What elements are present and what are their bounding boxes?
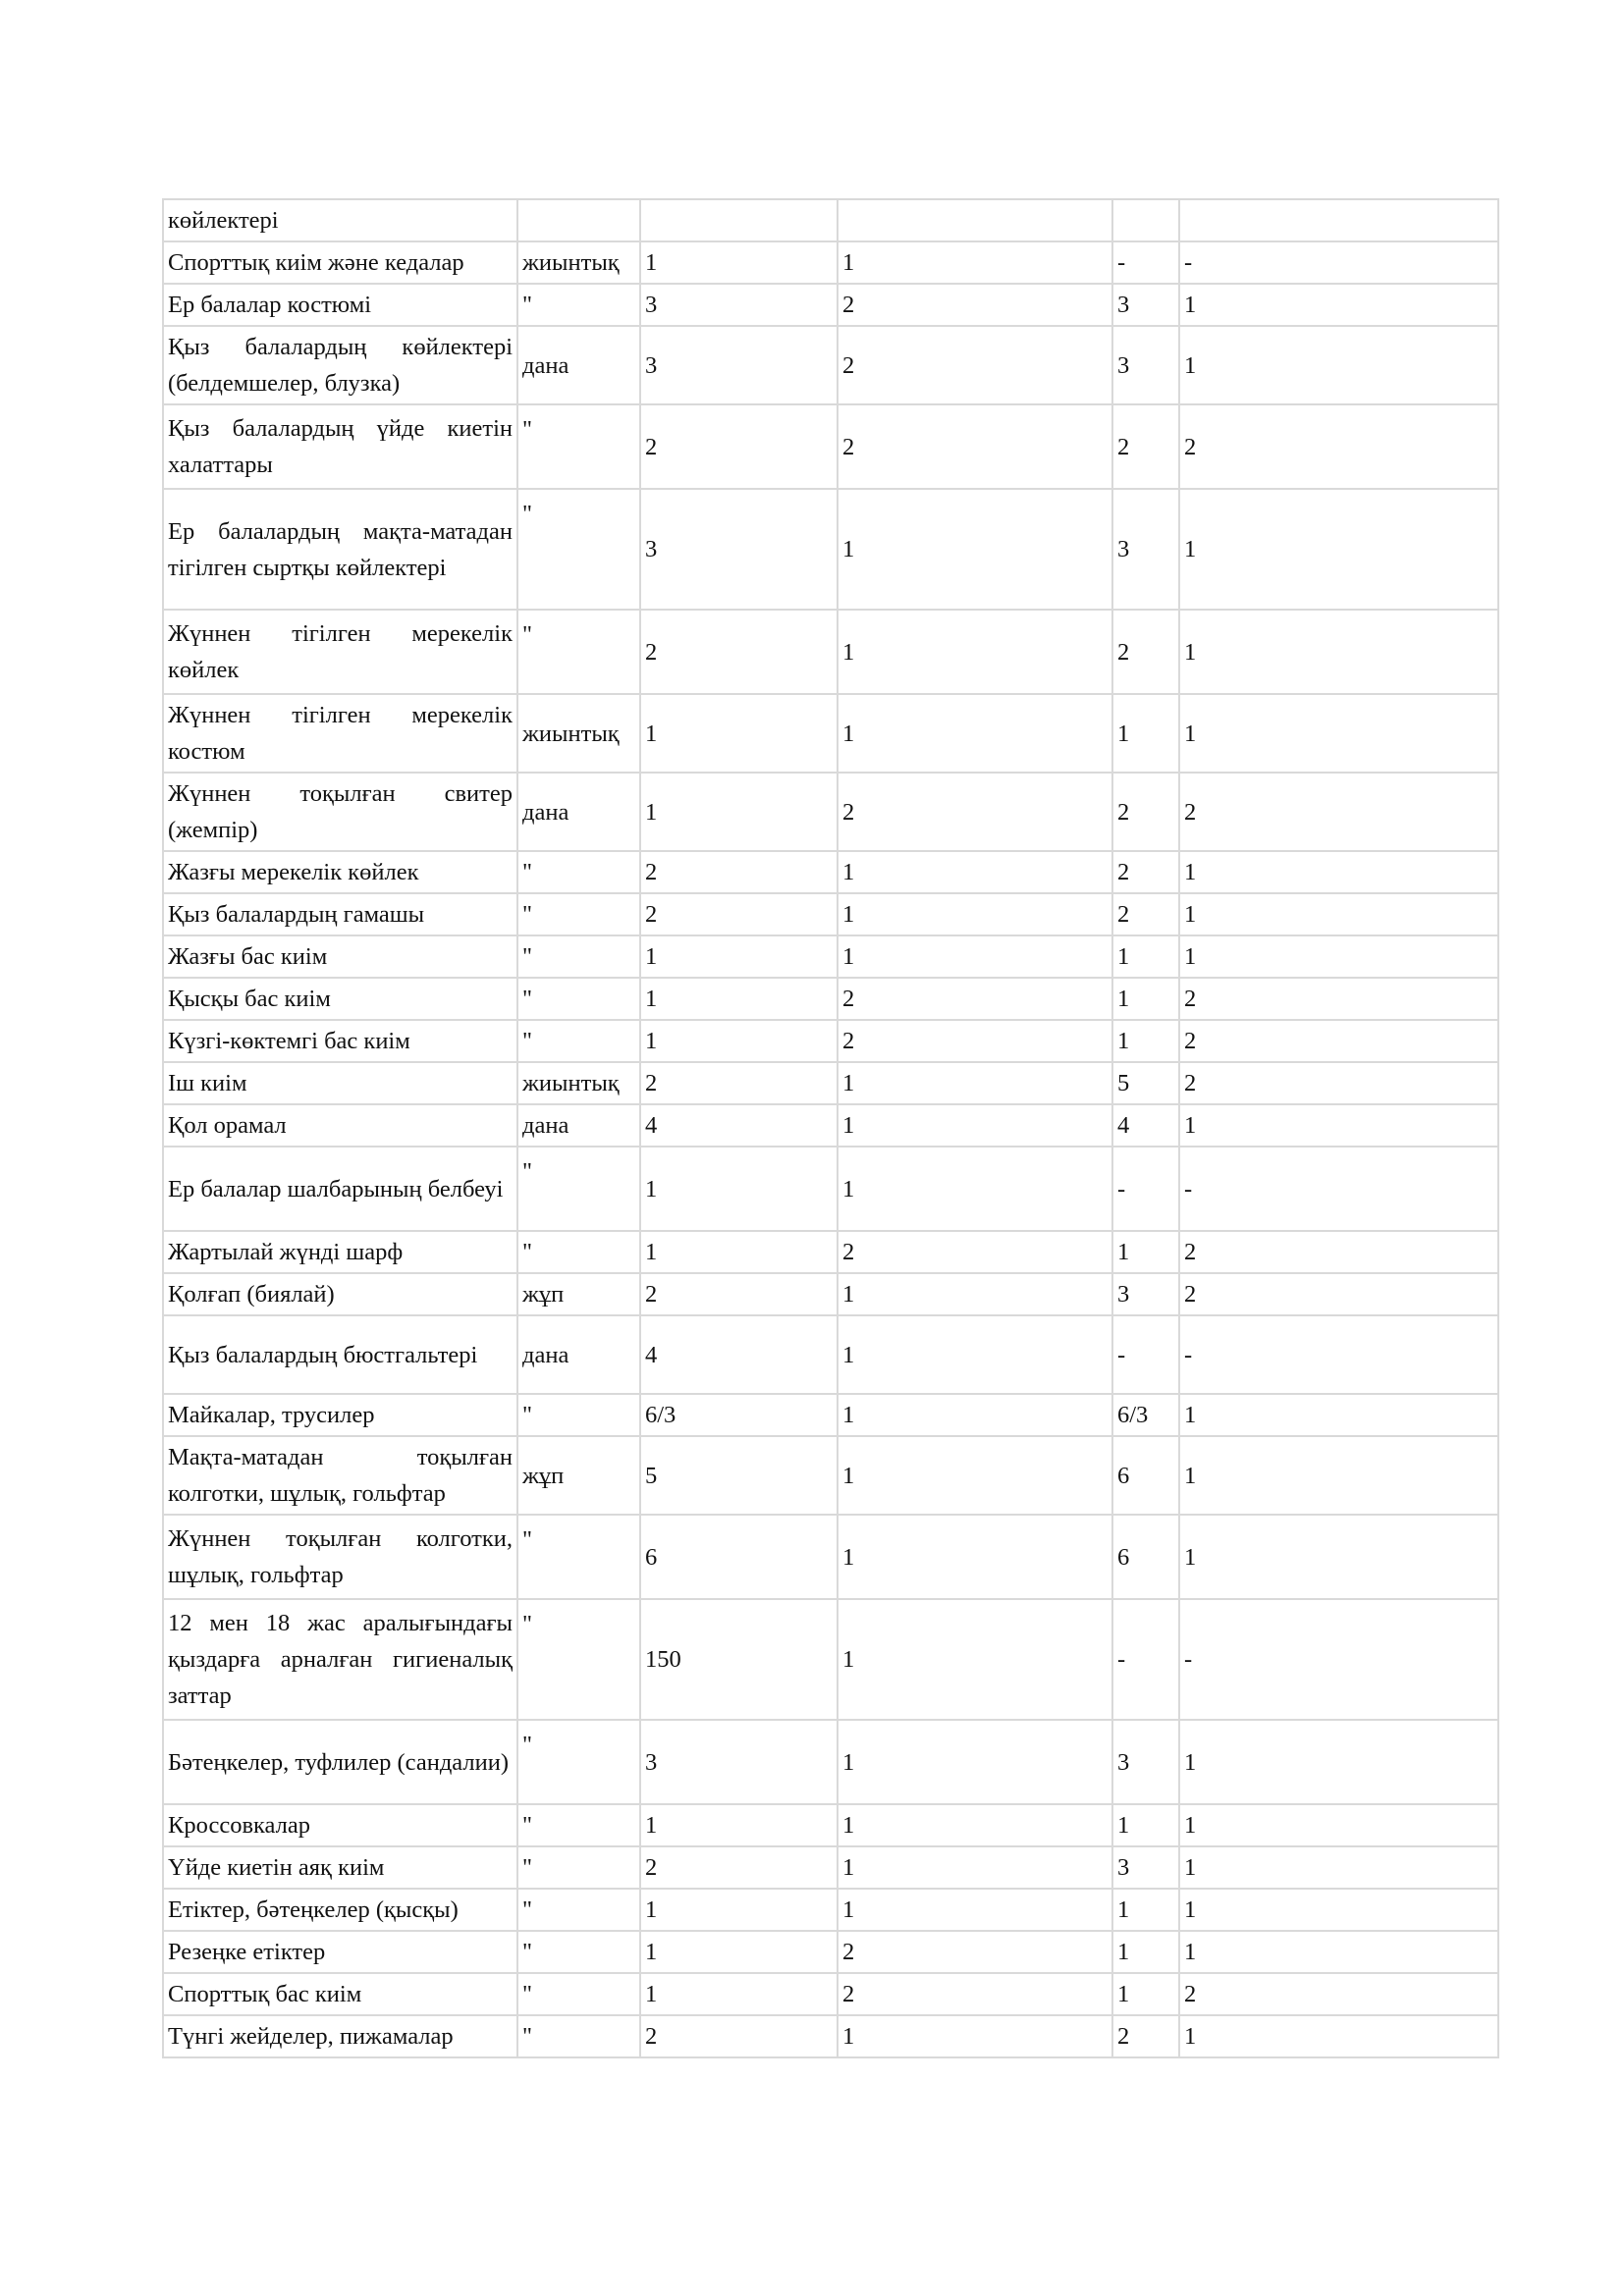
value-cell: - <box>1112 1315 1179 1394</box>
value-cell: 2 <box>838 326 1112 404</box>
table-row <box>163 199 1498 241</box>
item-name-cell: Жүннен тігілген мерекелік костюм <box>163 694 517 773</box>
value-cell: 1 <box>640 1931 838 1973</box>
unit-cell: " <box>517 1973 640 2015</box>
item-name-cell: Етіктер, бәтеңкелер (қысқы) <box>163 1889 517 1931</box>
item-name-cell: көйлектері <box>163 199 517 241</box>
value-cell: 1 <box>1179 1889 1498 1931</box>
value-cell: 6/3 <box>640 1394 838 1436</box>
value-cell: 1 <box>1112 1973 1179 2015</box>
item-name-cell: Спорттық киім және кедалар <box>163 241 517 284</box>
value-cell: 2 <box>838 1931 1112 1973</box>
table-row <box>163 241 1498 284</box>
table-row <box>163 1889 1498 1931</box>
table-row <box>163 978 1498 1020</box>
value-cell: 1 <box>1179 489 1498 610</box>
value-cell: 2 <box>1112 773 1179 851</box>
value-cell: 1 <box>640 241 838 284</box>
value-cell: 1 <box>838 694 1112 773</box>
table-row <box>163 851 1498 893</box>
value-cell: 1 <box>1112 694 1179 773</box>
value-cell: 6 <box>1112 1515 1179 1599</box>
unit-cell: " <box>517 851 640 893</box>
table-row <box>163 1720 1498 1804</box>
item-name-cell: Қыз балалардың гамашы <box>163 893 517 935</box>
value-cell: 1 <box>838 1599 1112 1720</box>
table-row <box>163 1436 1498 1515</box>
unit-cell: дана <box>517 326 640 404</box>
value-cell: 1 <box>1112 1889 1179 1931</box>
value-cell: 1 <box>838 1104 1112 1147</box>
unit-cell: дана <box>517 1104 640 1147</box>
value-cell: 2 <box>640 404 838 489</box>
table-row <box>163 489 1498 610</box>
value-cell: 5 <box>1112 1062 1179 1104</box>
value-cell: 2 <box>1112 2015 1179 2057</box>
value-cell: 2 <box>838 404 1112 489</box>
table-row <box>163 2015 1498 2057</box>
item-name-cell: Қыз балалардың үйде киетін халаттары <box>163 404 517 489</box>
unit-cell: " <box>517 1931 640 1973</box>
table-row <box>163 1062 1498 1104</box>
unit-cell: " <box>517 1889 640 1931</box>
value-cell: 1 <box>640 935 838 978</box>
value-cell: 1 <box>1112 1231 1179 1273</box>
value-cell: 1 <box>640 1804 838 1846</box>
value-cell: 1 <box>640 978 838 1020</box>
value-cell: 2 <box>1179 978 1498 1020</box>
value-cell: 1 <box>1179 1804 1498 1846</box>
value-cell: 6 <box>1112 1436 1179 1515</box>
table-row <box>163 1231 1498 1273</box>
unit-cell: жиынтық <box>517 694 640 773</box>
value-cell: 3 <box>640 326 838 404</box>
value-cell: 1 <box>1179 1720 1498 1804</box>
value-cell: 2 <box>838 1231 1112 1273</box>
table-row <box>163 1931 1498 1973</box>
value-cell: 1 <box>838 1062 1112 1104</box>
table-row <box>163 773 1498 851</box>
value-cell: 1 <box>838 241 1112 284</box>
unit-cell: " <box>517 404 640 489</box>
table-row <box>163 1394 1498 1436</box>
value-cell: 1 <box>640 1020 838 1062</box>
value-cell: 2 <box>640 2015 838 2057</box>
value-cell: 3 <box>640 1720 838 1804</box>
unit-cell: " <box>517 1020 640 1062</box>
value-cell: 2 <box>1179 1020 1498 1062</box>
value-cell: 1 <box>838 1394 1112 1436</box>
value-cell: 2 <box>1112 851 1179 893</box>
unit-cell: " <box>517 610 640 694</box>
value-cell: 4 <box>640 1104 838 1147</box>
table-row <box>163 326 1498 404</box>
value-cell: 2 <box>838 1020 1112 1062</box>
value-cell: - <box>1179 1315 1498 1394</box>
value-cell: 2 <box>1179 1273 1498 1315</box>
value-cell: 3 <box>1112 1846 1179 1889</box>
unit-cell: " <box>517 1515 640 1599</box>
table-row <box>163 1599 1498 1720</box>
value-cell: 2 <box>640 851 838 893</box>
item-name-cell: Үйде киетін аяқ киім <box>163 1846 517 1889</box>
item-name-cell: Мақта-матадан тоқылған колготки, шұлық, гольфтар <box>163 1436 517 1515</box>
value-cell <box>1179 199 1498 241</box>
value-cell: 6 <box>640 1515 838 1599</box>
value-cell: 1 <box>1112 1804 1179 1846</box>
value-cell: 2 <box>640 1062 838 1104</box>
value-cell: 150 <box>640 1599 838 1720</box>
item-name-cell: Бәтеңкелер, туфлилер (сандалии) <box>163 1720 517 1804</box>
value-cell: 3 <box>1112 326 1179 404</box>
table-row <box>163 694 1498 773</box>
value-cell: 3 <box>1112 284 1179 326</box>
value-cell: 1 <box>1179 1846 1498 1889</box>
table-row <box>163 404 1498 489</box>
item-name-cell: Майкалар, трусилер <box>163 1394 517 1436</box>
value-cell: 1 <box>1179 1436 1498 1515</box>
value-cell: 1 <box>1112 1931 1179 1973</box>
value-cell: 1 <box>1179 1931 1498 1973</box>
value-cell: 1 <box>838 1846 1112 1889</box>
item-name-cell: Жүннен тоқылған свитер (жемпір) <box>163 773 517 851</box>
value-cell: 1 <box>640 1231 838 1273</box>
unit-cell: " <box>517 1147 640 1231</box>
item-name-cell: Жүннен тоқылған колготки, шұлық, гольфтар <box>163 1515 517 1599</box>
value-cell: 1 <box>1112 1020 1179 1062</box>
unit-cell: жиынтық <box>517 1062 640 1104</box>
unit-cell: жұп <box>517 1273 640 1315</box>
value-cell: - <box>1112 241 1179 284</box>
item-name-cell: Жазғы бас киім <box>163 935 517 978</box>
value-cell: 1 <box>640 773 838 851</box>
unit-cell: " <box>517 1804 640 1846</box>
value-cell: 2 <box>1179 773 1498 851</box>
unit-cell: " <box>517 1599 640 1720</box>
value-cell: 1 <box>838 935 1112 978</box>
unit-cell: " <box>517 1846 640 1889</box>
value-cell: 2 <box>640 1846 838 1889</box>
item-name-cell: Кроссовкалар <box>163 1804 517 1846</box>
table-row <box>163 1273 1498 1315</box>
value-cell: 1 <box>838 1515 1112 1599</box>
value-cell: 1 <box>640 694 838 773</box>
value-cell: 2 <box>640 1273 838 1315</box>
unit-cell: жұп <box>517 1436 640 1515</box>
item-name-cell: Қыз балалардың бюстгальтері <box>163 1315 517 1394</box>
value-cell: 2 <box>1112 893 1179 935</box>
value-cell: 1 <box>838 1147 1112 1231</box>
item-name-cell: Іш киім <box>163 1062 517 1104</box>
value-cell: 4 <box>640 1315 838 1394</box>
value-cell: 2 <box>1179 1231 1498 1273</box>
value-cell: 1 <box>838 1804 1112 1846</box>
value-cell <box>838 199 1112 241</box>
value-cell: 2 <box>1179 404 1498 489</box>
table-row <box>163 1846 1498 1889</box>
item-name-cell: Жазғы мерекелік көйлек <box>163 851 517 893</box>
item-name-cell: Қысқы бас киім <box>163 978 517 1020</box>
value-cell: 2 <box>1179 1973 1498 2015</box>
value-cell: 3 <box>640 489 838 610</box>
value-cell: 2 <box>640 610 838 694</box>
value-cell: 1 <box>838 2015 1112 2057</box>
item-name-cell: Спорттық бас киім <box>163 1973 517 2015</box>
item-name-cell: Ер балалар шалбарының белбеуі <box>163 1147 517 1231</box>
item-name-cell: Жүннен тігілген мерекелік көйлек <box>163 610 517 694</box>
item-name-cell: Қыз балалардың көйлектері (белдемшелер, блузка) <box>163 326 517 404</box>
unit-cell: " <box>517 978 640 1020</box>
value-cell: 2 <box>838 978 1112 1020</box>
unit-cell: " <box>517 489 640 610</box>
value-cell: 1 <box>838 610 1112 694</box>
value-cell: 1 <box>838 1273 1112 1315</box>
value-cell: 1 <box>838 1315 1112 1394</box>
value-cell: 4 <box>1112 1104 1179 1147</box>
value-cell: 1 <box>1179 2015 1498 2057</box>
value-cell: 1 <box>1112 935 1179 978</box>
value-cell: 1 <box>1179 610 1498 694</box>
table-row <box>163 935 1498 978</box>
value-cell: 3 <box>1112 1720 1179 1804</box>
item-name-cell: Қол орамал <box>163 1104 517 1147</box>
table-row <box>163 1104 1498 1147</box>
table-row <box>163 1020 1498 1062</box>
value-cell <box>640 199 838 241</box>
value-cell: 1 <box>1179 1104 1498 1147</box>
table-row <box>163 1315 1498 1394</box>
unit-cell <box>517 199 640 241</box>
value-cell: 3 <box>1112 1273 1179 1315</box>
value-cell: 1 <box>838 1436 1112 1515</box>
value-cell <box>1112 199 1179 241</box>
value-cell: 2 <box>1179 1062 1498 1104</box>
table-row <box>163 1515 1498 1599</box>
value-cell: 1 <box>1179 1394 1498 1436</box>
value-cell: - <box>1179 1599 1498 1720</box>
value-cell: 2 <box>838 284 1112 326</box>
value-cell: 1 <box>838 489 1112 610</box>
unit-cell: " <box>517 1720 640 1804</box>
unit-cell: " <box>517 893 640 935</box>
value-cell: - <box>1179 241 1498 284</box>
value-cell: 2 <box>1112 404 1179 489</box>
value-cell: 1 <box>838 893 1112 935</box>
value-cell: 2 <box>640 893 838 935</box>
item-name-cell: Ер балалардың мақта-матадан тігілген сыртқы көйлектері <box>163 489 517 610</box>
item-name-cell: Жартылай жүнді шарф <box>163 1231 517 1273</box>
value-cell: 2 <box>1112 610 1179 694</box>
value-cell: 2 <box>838 1973 1112 2015</box>
item-name-cell: Қолғап (биялай) <box>163 1273 517 1315</box>
value-cell: 1 <box>838 1889 1112 1931</box>
value-cell: 1 <box>1179 326 1498 404</box>
table-body <box>163 199 1498 2057</box>
value-cell: 1 <box>1179 893 1498 935</box>
item-name-cell: Күзгі-көктемгі бас киім <box>163 1020 517 1062</box>
item-name-cell: 12 мен 18 жас аралығындағы қыздарға арналған гигиеналық заттар <box>163 1599 517 1720</box>
value-cell: 1 <box>1179 1515 1498 1599</box>
value-cell: 1 <box>1179 284 1498 326</box>
value-cell: 3 <box>1112 489 1179 610</box>
table-row <box>163 610 1498 694</box>
value-cell: 2 <box>838 773 1112 851</box>
table-row <box>163 893 1498 935</box>
unit-cell: " <box>517 284 640 326</box>
value-cell: 5 <box>640 1436 838 1515</box>
unit-cell: " <box>517 935 640 978</box>
unit-cell: жиынтық <box>517 241 640 284</box>
value-cell: 1 <box>1179 694 1498 773</box>
value-cell: 1 <box>640 1889 838 1931</box>
table-row <box>163 1804 1498 1846</box>
unit-cell: " <box>517 1231 640 1273</box>
value-cell: 1 <box>1179 935 1498 978</box>
value-cell: - <box>1112 1599 1179 1720</box>
value-cell: 1 <box>1112 978 1179 1020</box>
value-cell: 1 <box>838 851 1112 893</box>
table-row <box>163 1973 1498 2015</box>
value-cell: 1 <box>640 1147 838 1231</box>
unit-cell: дана <box>517 773 640 851</box>
item-name-cell: Түнгі жейделер, пижамалар <box>163 2015 517 2057</box>
clothing-norms-table <box>162 198 1499 2058</box>
value-cell: 1 <box>1179 851 1498 893</box>
unit-cell: " <box>517 2015 640 2057</box>
value-cell: 1 <box>838 1720 1112 1804</box>
value-cell: 6/3 <box>1112 1394 1179 1436</box>
value-cell: - <box>1112 1147 1179 1231</box>
table-row <box>163 284 1498 326</box>
table-row <box>163 1147 1498 1231</box>
value-cell: 1 <box>640 1973 838 2015</box>
value-cell: 3 <box>640 284 838 326</box>
item-name-cell: Ер балалар костюмі <box>163 284 517 326</box>
unit-cell: дана <box>517 1315 640 1394</box>
value-cell: - <box>1179 1147 1498 1231</box>
unit-cell: " <box>517 1394 640 1436</box>
item-name-cell: Резеңке етіктер <box>163 1931 517 1973</box>
